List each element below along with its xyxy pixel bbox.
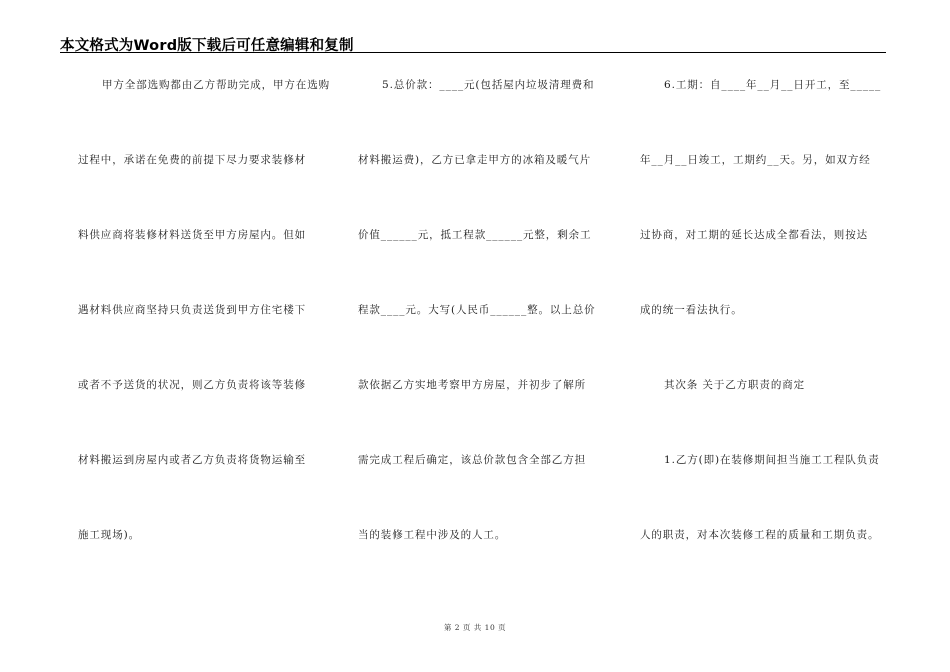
paragraph-line: 5.总价款：____元(包括屋内垃圾清理费和 [382,79,595,91]
paragraph-line: 当的装修工程中涉及的人工。 [358,529,507,541]
paragraph-line: 料供应商将装修材料送货至甲方房屋内。但如 [78,229,306,241]
paragraph-line: 过协商，对工期的延长达成全都看法，则按达 [640,229,868,241]
document-header-title: 本文格式为Word版下载后可任意编辑和复制 [60,38,354,54]
paragraph-line: 人的职责，对本次装修工程的质量和工期负责。 [640,529,880,541]
paragraph-line: 成的统一看法执行。 [640,304,743,316]
paragraph-line: 过程中，承诺在免费的前提下尽力要求装修材 [78,154,306,166]
header-divider [60,52,886,53]
paragraph-line: 价值______元，抵工程款______元整，剩余工 [358,229,592,241]
paragraph-line: 甲方全部选购都由乙方帮助完成，甲方在选购 [102,79,330,91]
paragraph-line: 6.工期：自____年__月__日开工，至_____ [664,79,882,91]
paragraph-line: 材料搬运到房屋内或者乙方负责将货物运输至 [78,454,306,466]
paragraph-line: 款依据乙方实地考察甲方房屋，并初步了解所 [358,379,586,391]
page-number-footer: 第 2 页 共 10 页 [443,623,507,632]
section-heading: 其次条 关于乙方职责的商定 [664,379,806,391]
paragraph-line: 年__月__日竣工，工期约__天。另，如双方经 [640,154,871,166]
paragraph-line: 材料搬运费)，乙方已拿走甲方的冰箱及暖气片 [358,154,591,166]
paragraph-line: 施工现场)。 [78,529,140,541]
paragraph-line: 需完成工程后确定，该总价款包含全部乙方担 [358,454,586,466]
paragraph-line: 1.乙方(即)在装修期间担当施工工程队负责 [664,454,880,466]
paragraph-line: 或者不予送货的状况，则乙方负责将该等装修 [78,379,306,391]
paragraph-line: 遇材料供应商坚持只负责送货到甲方住宅楼下 [78,304,306,316]
paragraph-line: 程款____元。大写(人民币______整。以上总价 [358,304,596,316]
